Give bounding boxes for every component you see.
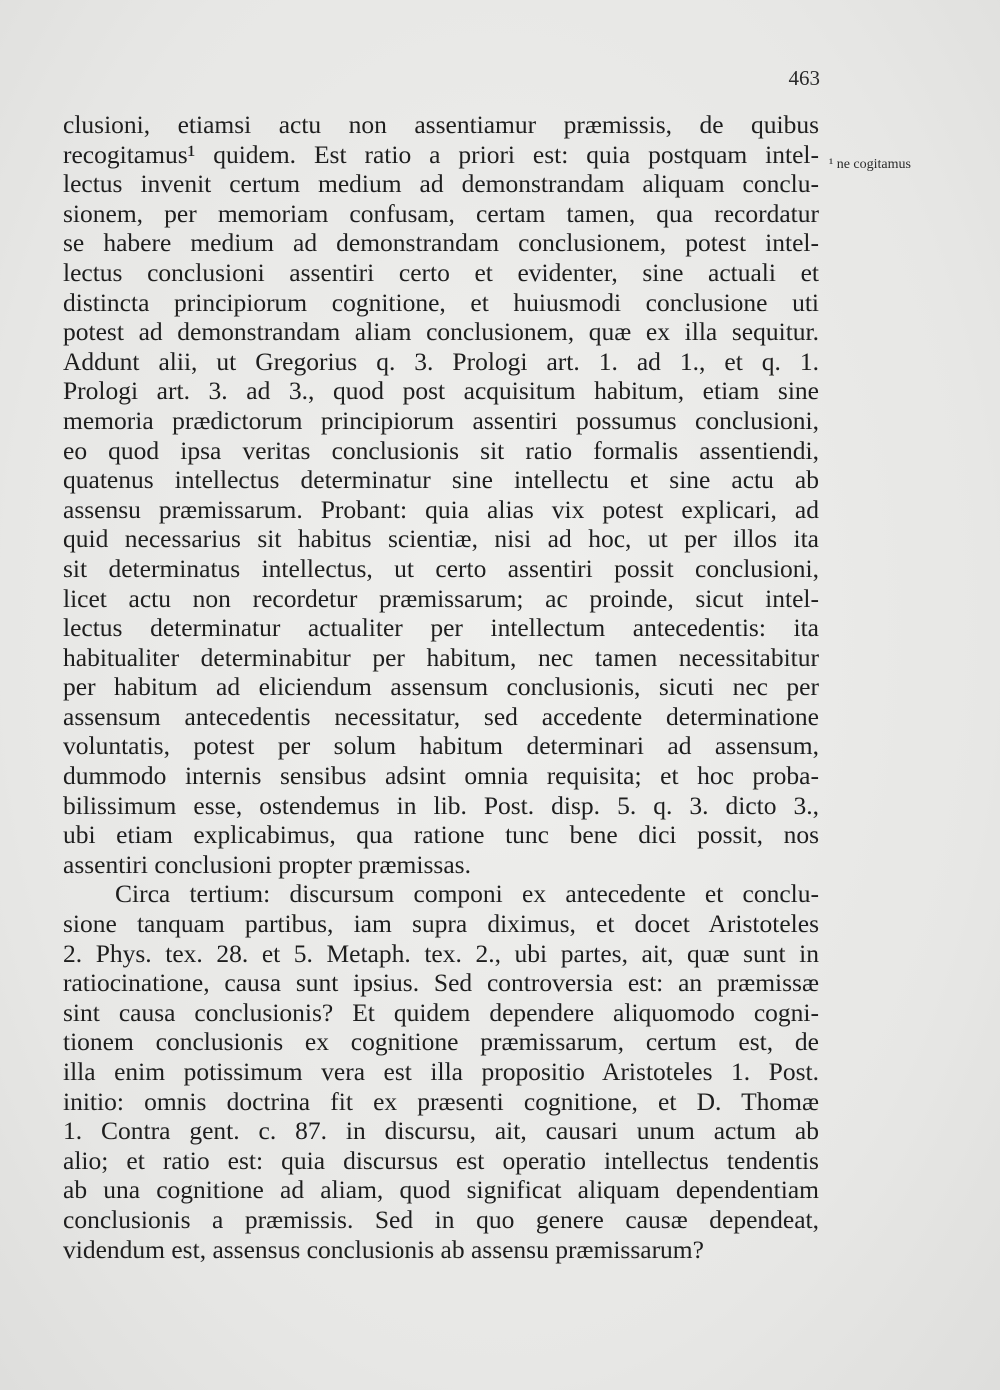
text-line: habitualiter determinabitur per habitum, nec tamen necessitabitur xyxy=(63,642,819,672)
text-line: alio; et ratio est: quia discursus est operatio intellectus tendentis xyxy=(63,1145,819,1175)
text-line: voluntatis, potest per solum habitum determinari ad assensum, xyxy=(63,731,819,761)
text-line: Addunt alii, ut Gregorius q. 3. Prologi art. 1. ad 1., et q. 1. xyxy=(63,346,819,376)
text-line: se habere medium ad demonstrandam conclusionem, potest intel- xyxy=(63,228,819,258)
text-line: initio: omnis doctrina fit ex præsenti cognitione, et D. Thomæ xyxy=(63,1086,819,1116)
text-line: ratiocinatione, causa sunt ipsius. Sed controversia est: an præmissæ xyxy=(63,968,819,998)
text-line: lectus determinatur actualiter per intellectum antecedentis: ita xyxy=(63,613,819,643)
paragraph-end-line: videndum est, assensus conclusionis ab assensu præmissarum? xyxy=(63,1234,704,1264)
text-line: quatenus intellectus determinatur sine intellectu et sine actu ab xyxy=(63,465,819,495)
text-line: distincta principiorum cognitione, et huiusmodi conclusione uti xyxy=(63,287,819,317)
text-line: assensum antecedentis necessitatur, sed accedente determinatione xyxy=(63,701,819,731)
text-line: ab una cognitione ad aliam, quod significat aliquam dependentiam xyxy=(63,1175,819,1205)
text-line: ubi etiam explicabimus, qua ratione tunc bene dici possit, nos xyxy=(63,820,819,850)
text-line: bilissimum esse, ostendemus in lib. Post. disp. 5. q. 3. dicto 3., xyxy=(63,790,819,820)
body-text xyxy=(63,110,819,1264)
text-line: tionem conclusionis ex cognitione præmissarum, certum est, de xyxy=(63,1027,819,1057)
text-line: quid necessarius sit habitus scientiæ, nisi ad hoc, ut per illos ita xyxy=(63,524,819,554)
page-number: 463 xyxy=(788,66,820,90)
text-line: sit determinatus intellectus, ut certo assentiri possit conclusioni, xyxy=(63,553,819,583)
text-line: dummodo internis sensibus adsint omnia requisita; et hoc proba- xyxy=(63,761,819,791)
text-line: sint causa conclusionis? Et quidem dependere aliquomodo cogni- xyxy=(63,997,819,1027)
text-line: lectus invenit certum medium ad demonstrandam aliquam conclu- xyxy=(63,169,819,199)
paragraph-start-line: Circa tertium: discursum componi ex antecedente et conclu- xyxy=(115,879,819,909)
text-line: conclusionis a præmissis. Sed in quo genere causæ dependeat, xyxy=(63,1204,819,1234)
marginal-footnote: ¹ ne cogitamus xyxy=(829,157,911,172)
text-line: lectus conclusioni assentiri certo et evidenter, sine actuali et xyxy=(63,257,819,287)
text-line: recogitamus¹ quidem. Est ratio a priori est: quia postquam intel- xyxy=(63,139,819,169)
text-line: per habitum ad eliciendum assensum conclusionis, sicuti nec per xyxy=(63,672,819,702)
text-line: 2. Phys. tex. 28. et 5. Metaph. tex. 2., ubi partes, ait, quæ sunt in xyxy=(63,938,819,968)
paragraph-end-line: assentiri conclusioni propter præmissas. xyxy=(63,849,471,879)
text-line: sione tanquam partibus, iam supra diximus, et docet Aristoteles xyxy=(63,909,819,939)
text-line: Prologi art. 3. ad 3., quod post acquisitum habitum, etiam sine xyxy=(63,376,819,406)
text-line: clusioni, etiamsi actu non assentiamur præmissis, de quibus xyxy=(63,110,819,139)
text-line: memoria prædictorum principiorum assentiri possumus conclusioni, xyxy=(63,405,819,435)
text-line: eo quod ipsa veritas conclusionis sit ratio formalis assentiendi, xyxy=(63,435,819,465)
text-line: 1. Contra gent. c. 87. in discursu, ait, causari unum actum ab xyxy=(63,1116,819,1146)
text-line: potest ad demonstrandam aliam conclusionem, quæ ex illa sequitur. xyxy=(63,317,819,347)
text-line: licet actu non recordetur præmissarum; ac proinde, sicut intel- xyxy=(63,583,819,613)
text-line: assensu præmissarum. Probant: quia alias vix potest explicari, ad xyxy=(63,494,819,524)
text-line: sionem, per memoriam confusam, certam tamen, qua recordatur xyxy=(63,198,819,228)
text-line: illa enim potissimum vera est illa propositio Aristoteles 1. Post. xyxy=(63,1057,819,1086)
